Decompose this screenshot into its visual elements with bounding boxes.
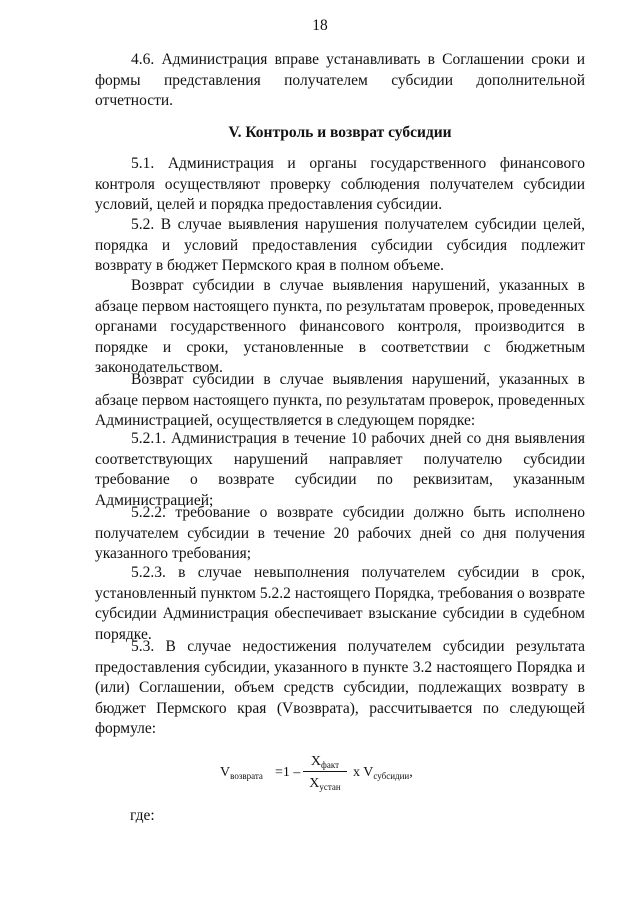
formula-rhs: x $V_{субсидии}$,	[353, 765, 413, 781]
where-label: где:	[130, 807, 155, 824]
page-number: 18	[312, 17, 328, 34]
fraction-bar	[303, 771, 347, 772]
paragraph-4-6: 4.6. Администрация вправе устанавливать в Соглашении сроки и формы представления получателем субсидии дополнительной отчетности.	[95, 51, 585, 109]
refund-formula	[220, 752, 480, 798]
section-heading: V. Контроль и возврат субсидии	[228, 124, 452, 141]
formula-numerator: $X_{факт}$	[310, 754, 340, 770]
formula-denominator: $X_{устан}$	[309, 776, 341, 792]
formula-equals: =1 –	[275, 765, 301, 780]
paragraph-5-2-2: 5.2.2. требование о возврате субсидии должно быть исполнено получателем субсидии в течение 20 рабочих дней со дня получения указанного требования;	[95, 504, 585, 562]
paragraph-5-2-1: 5.2.1. Администрация в течение 10 рабочих дней со дня выявления соответствующих нарушений направляет получателю субсидии требование о возврате субсидии по реквизитам, указанным Администрацией;	[95, 430, 585, 509]
paragraph-5-3: 5.3. В случае недостижения получателем субсидии результата предоставления субсидии, указанного в пункте 3.2 настоящего Порядка и (или) Соглашении, объем средств субсидии, подлежащих возврату в бюджет Пермского края (Vвозврата), рассчитывается по следующей формуле:	[95, 638, 585, 737]
paragraph-5-1: 5.1. Администрация и органы государственного финансового контроля осуществляют проверку соблюдения получателем субсидии условий, целей и порядка предоставления субсидии.	[95, 155, 585, 213]
paragraph-5-2: 5.2. В случае выявления нарушения получателем субсидии целей, порядка и условий предоставления субсидии субсидия подлежит возврату в бюджет Пермского края в полном объеме.	[95, 216, 585, 274]
paragraph-5-2-return-external: Возврат субсидии в случае выявления нарушений, указанных в абзаце первом настоящего пункта, по результатам проверок, проведенных органами государственного финансового контроля, производится в порядке и сроки, установленные в соответствии с бюджетным законодательством.	[95, 277, 585, 376]
paragraph-5-2-return-admin: Возврат субсидии в случае выявления нарушений, указанных в абзаце первом настоящего пункта, по результатам проверок, проведенных Администрацией, осуществляется в следующем порядке:	[95, 371, 585, 429]
paragraph-5-2-3: 5.2.3. в случае невыполнения получателем субсидии в срок, установленный пунктом 5.2.2 настоящего Порядка, требования о возврате субсидии Администрация обеспечивает взыскание субсидии в судебном порядке.	[95, 564, 585, 643]
formula-lhs: $V_{возврата}$	[220, 765, 263, 781]
